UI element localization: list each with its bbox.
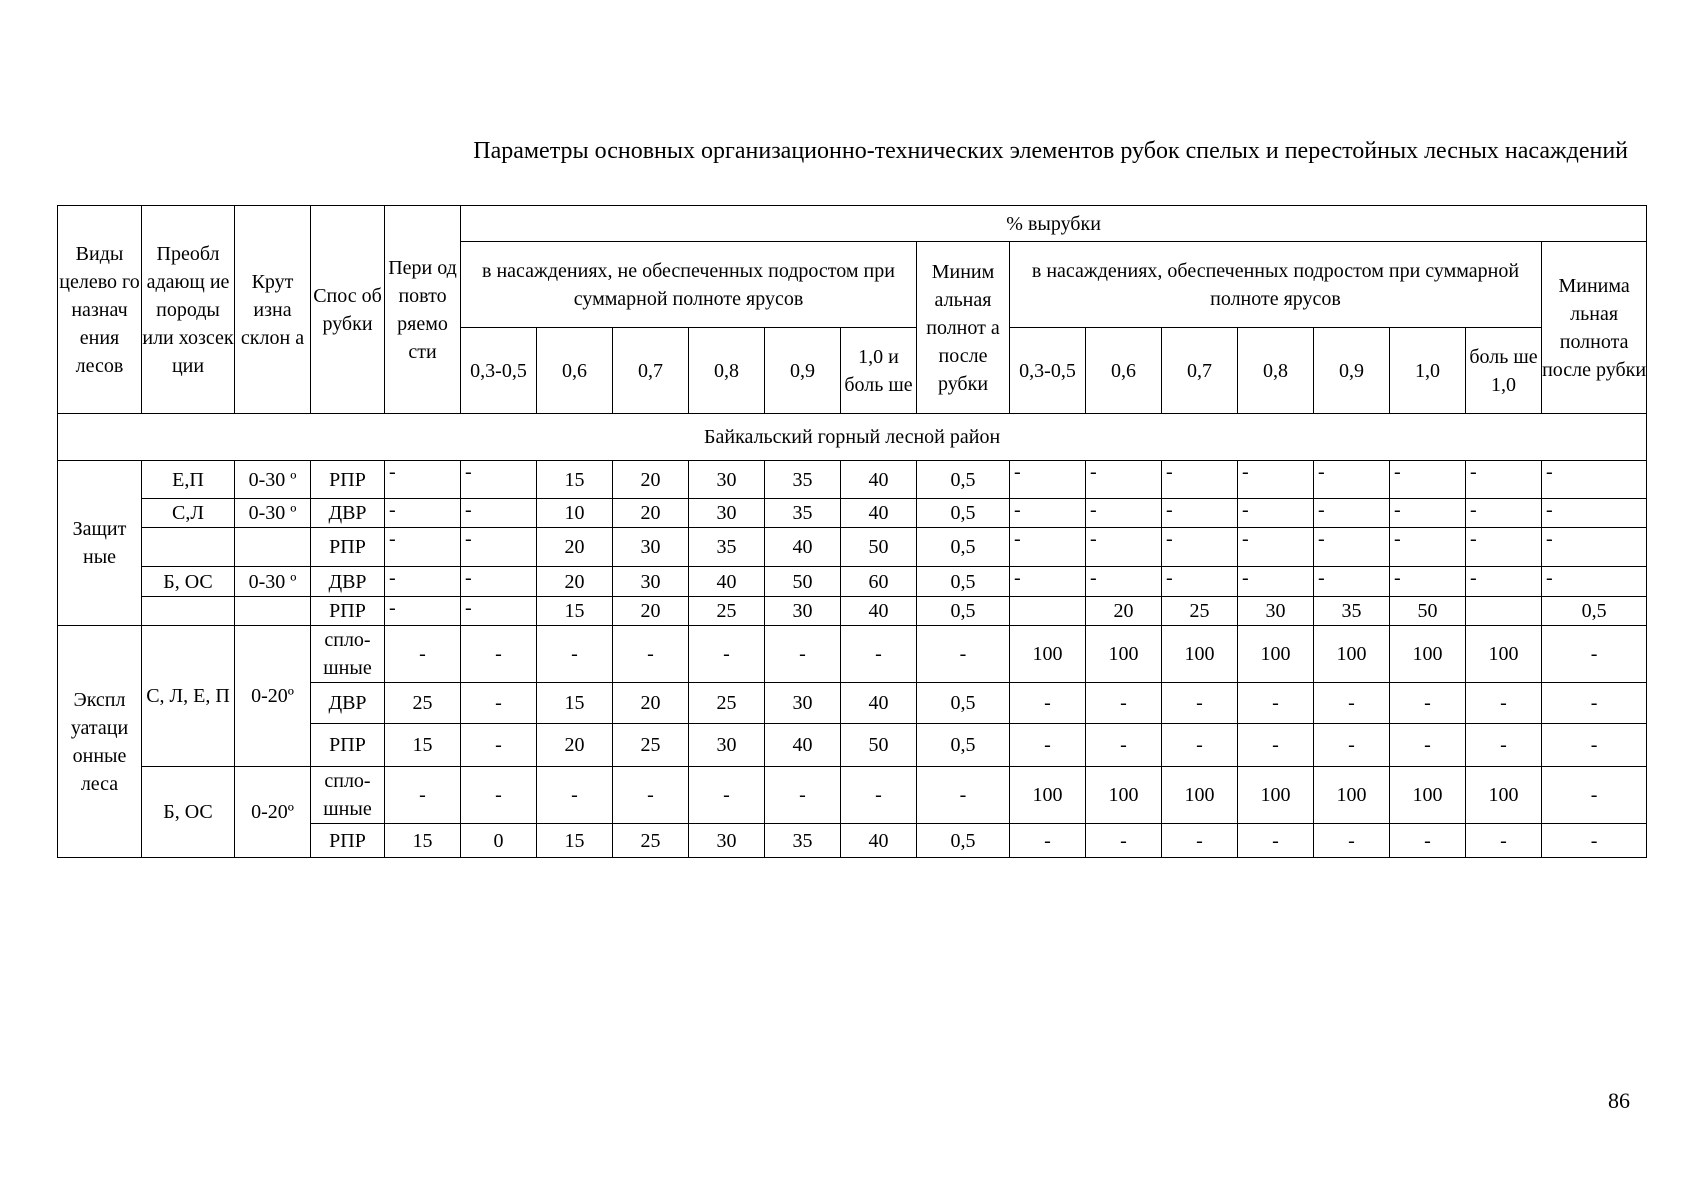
value-cell: - bbox=[1542, 461, 1647, 499]
value-cell: - bbox=[1390, 683, 1466, 724]
value-cell: - bbox=[1542, 528, 1647, 567]
value-cell: - bbox=[1086, 824, 1162, 858]
value-cell: - bbox=[1466, 724, 1542, 767]
value-cell: - bbox=[1086, 461, 1162, 499]
value-cell: 35 bbox=[765, 461, 841, 499]
value-cell: 0,5 bbox=[917, 597, 1010, 626]
value-cell: - bbox=[1390, 499, 1466, 528]
value-cell: 100 bbox=[1162, 626, 1238, 683]
table-row bbox=[58, 528, 1647, 567]
value-cell: 20 bbox=[613, 499, 689, 528]
value-cell: 15 bbox=[537, 597, 613, 626]
value-cell: - bbox=[1010, 567, 1086, 597]
header-forest-purpose: Виды целево го назнач ения лесов bbox=[58, 206, 142, 414]
value-cell: - bbox=[1390, 567, 1466, 597]
slope-cell: 0-20º bbox=[235, 626, 311, 767]
value-cell: - bbox=[1314, 683, 1390, 724]
value-cell: 50 bbox=[841, 528, 917, 567]
value-cell: 100 bbox=[1314, 626, 1390, 683]
value-cell: - bbox=[1010, 461, 1086, 499]
value-cell: 100 bbox=[1238, 626, 1314, 683]
value-cell: 30 bbox=[765, 597, 841, 626]
period-cell: - bbox=[385, 626, 461, 683]
species-cell: С,Л bbox=[142, 499, 235, 528]
value-cell: 0,5 bbox=[917, 724, 1010, 767]
value-cell: - bbox=[1314, 528, 1390, 567]
value-cell: - bbox=[1162, 724, 1238, 767]
value-cell: 30 bbox=[765, 683, 841, 724]
value-cell: 30 bbox=[689, 499, 765, 528]
table-row bbox=[58, 626, 1647, 683]
value-cell: 20 bbox=[613, 597, 689, 626]
table-row bbox=[58, 597, 1647, 626]
value-cell: - bbox=[1238, 824, 1314, 858]
period-cell: - bbox=[385, 567, 461, 597]
value-cell: - bbox=[1542, 724, 1647, 767]
purpose-exploitation: Экспл уатаци онные леса bbox=[58, 626, 142, 858]
value-cell: 40 bbox=[841, 824, 917, 858]
method-cell: ДВР bbox=[311, 499, 385, 528]
value-cell: - bbox=[1466, 528, 1542, 567]
value-cell: - bbox=[1542, 499, 1647, 528]
header-density: 0,6 bbox=[537, 328, 613, 414]
method-cell: РПР bbox=[311, 528, 385, 567]
value-cell: - bbox=[689, 767, 765, 824]
species-cell: С, Л, Е, П bbox=[142, 626, 235, 767]
value-cell: 100 bbox=[1238, 767, 1314, 824]
value-cell: - bbox=[537, 626, 613, 683]
value-cell: 15 bbox=[537, 824, 613, 858]
value-cell: - bbox=[461, 597, 537, 626]
value-cell: 40 bbox=[765, 528, 841, 567]
value-cell: 100 bbox=[1390, 767, 1466, 824]
period-cell: 15 bbox=[385, 824, 461, 858]
value-cell: - bbox=[461, 567, 537, 597]
period-cell: - bbox=[385, 528, 461, 567]
header-density: 1,0 bbox=[1390, 328, 1466, 414]
value-cell: 20 bbox=[1086, 597, 1162, 626]
value-cell: 30 bbox=[613, 528, 689, 567]
value-cell: 25 bbox=[613, 724, 689, 767]
header-slope: Крут изна склон а bbox=[235, 206, 311, 414]
value-cell: - bbox=[1238, 683, 1314, 724]
table-row bbox=[58, 499, 1647, 528]
value-cell: - bbox=[1238, 499, 1314, 528]
period-cell: 25 bbox=[385, 683, 461, 724]
value-cell: 20 bbox=[537, 724, 613, 767]
header-density: 0,3-0,5 bbox=[461, 328, 537, 414]
value-cell: 35 bbox=[765, 499, 841, 528]
value-cell: 0,5 bbox=[917, 461, 1010, 499]
value-cell: 30 bbox=[1238, 597, 1314, 626]
species-cell bbox=[142, 528, 235, 567]
value-cell: - bbox=[1086, 528, 1162, 567]
period-cell: - bbox=[385, 461, 461, 499]
value-cell: - bbox=[1086, 567, 1162, 597]
value-cell: - bbox=[1162, 461, 1238, 499]
header-density: 0,7 bbox=[1162, 328, 1238, 414]
species-cell: Е,П bbox=[142, 461, 235, 499]
value-cell: - bbox=[1466, 824, 1542, 858]
value-cell: - bbox=[1466, 567, 1542, 597]
period-cell: 15 bbox=[385, 724, 461, 767]
value-cell: 100 bbox=[1010, 767, 1086, 824]
value-cell: - bbox=[613, 626, 689, 683]
value-cell: 100 bbox=[1086, 767, 1162, 824]
value-cell: - bbox=[1238, 724, 1314, 767]
value-cell bbox=[1010, 597, 1086, 626]
value-cell: - bbox=[765, 626, 841, 683]
value-cell: - bbox=[1314, 724, 1390, 767]
table-row bbox=[58, 461, 1647, 499]
value-cell: - bbox=[1314, 824, 1390, 858]
value-cell: 50 bbox=[1390, 597, 1466, 626]
header-density: 0,9 bbox=[765, 328, 841, 414]
header-min-density-1: Миним альная полнот а после рубки bbox=[917, 242, 1010, 414]
table-row bbox=[58, 767, 1647, 824]
slope-cell bbox=[235, 528, 311, 567]
value-cell: 40 bbox=[841, 683, 917, 724]
header-density: 0,9 bbox=[1314, 328, 1390, 414]
value-cell: - bbox=[1390, 724, 1466, 767]
value-cell: - bbox=[1162, 528, 1238, 567]
value-cell: - bbox=[1390, 824, 1466, 858]
value-cell: 30 bbox=[613, 567, 689, 597]
value-cell: 20 bbox=[613, 683, 689, 724]
value-cell: - bbox=[613, 767, 689, 824]
value-cell: - bbox=[461, 461, 537, 499]
value-cell: 60 bbox=[841, 567, 917, 597]
value-cell: 0,5 bbox=[1542, 597, 1647, 626]
header-density: 0,8 bbox=[1238, 328, 1314, 414]
slope-cell: 0-30 º bbox=[235, 499, 311, 528]
document-title: Параметры основных организационно-технических элементов рубок спелых и перестойных лесных насаждений bbox=[473, 138, 1628, 164]
region-name: Байкальский горный лесной район bbox=[58, 414, 1647, 461]
value-cell: - bbox=[461, 724, 537, 767]
value-cell: 0,5 bbox=[917, 683, 1010, 724]
value-cell: - bbox=[461, 683, 537, 724]
slope-cell bbox=[235, 597, 311, 626]
value-cell: 100 bbox=[1086, 626, 1162, 683]
value-cell: - bbox=[1542, 626, 1647, 683]
value-cell: 25 bbox=[689, 683, 765, 724]
value-cell: 35 bbox=[1314, 597, 1390, 626]
value-cell: 50 bbox=[841, 724, 917, 767]
method-cell: ДВР bbox=[311, 567, 385, 597]
value-cell: - bbox=[841, 626, 917, 683]
value-cell: - bbox=[917, 767, 1010, 824]
value-cell: 40 bbox=[841, 461, 917, 499]
method-cell: спло- шные bbox=[311, 767, 385, 824]
value-cell: - bbox=[1010, 683, 1086, 724]
value-cell: 40 bbox=[841, 597, 917, 626]
value-cell: - bbox=[1010, 824, 1086, 858]
method-cell: РПР bbox=[311, 724, 385, 767]
value-cell: 0 bbox=[461, 824, 537, 858]
value-cell: 100 bbox=[1466, 626, 1542, 683]
value-cell: 35 bbox=[689, 528, 765, 567]
value-cell: 0,5 bbox=[917, 824, 1010, 858]
value-cell: - bbox=[461, 626, 537, 683]
period-cell: - bbox=[385, 597, 461, 626]
page-number: 86 bbox=[1608, 1088, 1630, 1113]
value-cell: - bbox=[461, 528, 537, 567]
header-row-1 bbox=[58, 206, 1647, 242]
value-cell: - bbox=[1086, 683, 1162, 724]
value-cell: 50 bbox=[765, 567, 841, 597]
value-cell: - bbox=[1162, 499, 1238, 528]
slope-cell: 0-20º bbox=[235, 767, 311, 858]
value-cell: 25 bbox=[689, 597, 765, 626]
header-min-density-2: Минима льная полнота после рубки bbox=[1542, 242, 1647, 414]
value-cell: - bbox=[1466, 683, 1542, 724]
value-cell: 35 bbox=[765, 824, 841, 858]
value-cell: - bbox=[1314, 499, 1390, 528]
value-cell: - bbox=[1086, 499, 1162, 528]
value-cell: - bbox=[1010, 724, 1086, 767]
value-cell: 15 bbox=[537, 461, 613, 499]
value-cell: 20 bbox=[537, 567, 613, 597]
value-cell: 25 bbox=[1162, 597, 1238, 626]
value-cell: - bbox=[1542, 767, 1647, 824]
value-cell: - bbox=[1238, 461, 1314, 499]
value-cell: 30 bbox=[689, 724, 765, 767]
value-cell: - bbox=[1390, 461, 1466, 499]
value-cell: 100 bbox=[1010, 626, 1086, 683]
header-felling-method: Спос об рубки bbox=[311, 206, 385, 414]
value-cell: 0,5 bbox=[917, 528, 1010, 567]
value-cell: 40 bbox=[689, 567, 765, 597]
value-cell: - bbox=[1238, 567, 1314, 597]
value-cell: 40 bbox=[765, 724, 841, 767]
value-cell: - bbox=[1162, 683, 1238, 724]
period-cell: - bbox=[385, 499, 461, 528]
value-cell: - bbox=[1542, 683, 1647, 724]
value-cell: - bbox=[1162, 567, 1238, 597]
value-cell: - bbox=[689, 626, 765, 683]
value-cell: - bbox=[461, 499, 537, 528]
value-cell: 20 bbox=[537, 528, 613, 567]
method-cell: спло- шные bbox=[311, 626, 385, 683]
value-cell: - bbox=[1314, 461, 1390, 499]
method-cell: ДВР bbox=[311, 683, 385, 724]
header-dominant-species: Преобл адающ ие породы или хозсек ции bbox=[142, 206, 235, 414]
species-cell: Б, ОС bbox=[142, 767, 235, 858]
species-cell bbox=[142, 597, 235, 626]
value-cell: - bbox=[1466, 499, 1542, 528]
value-cell: - bbox=[1010, 499, 1086, 528]
header-group-no-undergrowth: в насаждениях, не обеспеченных подростом при суммарной полноте ярусов bbox=[461, 242, 917, 328]
purpose-protective: Защит ные bbox=[58, 461, 142, 626]
value-cell: 30 bbox=[689, 824, 765, 858]
value-cell: - bbox=[1010, 528, 1086, 567]
header-density: боль ше 1,0 bbox=[1466, 328, 1542, 414]
value-cell: 15 bbox=[537, 683, 613, 724]
value-cell: - bbox=[1162, 824, 1238, 858]
slope-cell: 0-30 º bbox=[235, 461, 311, 499]
species-cell: Б, ОС bbox=[142, 567, 235, 597]
value-cell: 40 bbox=[841, 499, 917, 528]
value-cell: - bbox=[841, 767, 917, 824]
period-cell: - bbox=[385, 767, 461, 824]
value-cell: 100 bbox=[1162, 767, 1238, 824]
value-cell: - bbox=[1086, 724, 1162, 767]
value-cell: 100 bbox=[1390, 626, 1466, 683]
header-density: 0,3-0,5 bbox=[1010, 328, 1086, 414]
value-cell: - bbox=[1542, 824, 1647, 858]
value-cell: - bbox=[461, 767, 537, 824]
value-cell bbox=[1466, 597, 1542, 626]
value-cell: - bbox=[1390, 528, 1466, 567]
value-cell: 100 bbox=[1314, 767, 1390, 824]
header-density: 0,7 bbox=[613, 328, 689, 414]
header-repeat-period: Пери од повто ряемо сти bbox=[385, 206, 461, 414]
value-cell: 100 bbox=[1466, 767, 1542, 824]
header-group-with-undergrowth: в насаждениях, обеспеченных подростом при суммарной полноте ярусов bbox=[1010, 242, 1542, 328]
felling-parameters-table bbox=[57, 205, 1647, 858]
value-cell: 10 bbox=[537, 499, 613, 528]
slope-cell: 0-30 º bbox=[235, 567, 311, 597]
table-row bbox=[58, 567, 1647, 597]
region-row bbox=[58, 414, 1647, 461]
method-cell: РПР bbox=[311, 461, 385, 499]
value-cell: - bbox=[1466, 461, 1542, 499]
value-cell: 30 bbox=[689, 461, 765, 499]
method-cell: РПР bbox=[311, 597, 385, 626]
value-cell: 0,5 bbox=[917, 499, 1010, 528]
header-density: 1,0 и боль ше bbox=[841, 328, 917, 414]
header-density: 0,6 bbox=[1086, 328, 1162, 414]
header-density: 0,8 bbox=[689, 328, 765, 414]
header-cut-percent: % вырубки bbox=[461, 206, 1647, 242]
value-cell: 20 bbox=[613, 461, 689, 499]
value-cell: - bbox=[1542, 567, 1647, 597]
method-cell: РПР bbox=[311, 824, 385, 858]
value-cell: - bbox=[917, 626, 1010, 683]
value-cell: 0,5 bbox=[917, 567, 1010, 597]
value-cell: 25 bbox=[613, 824, 689, 858]
value-cell: - bbox=[1314, 567, 1390, 597]
value-cell: - bbox=[765, 767, 841, 824]
value-cell: - bbox=[537, 767, 613, 824]
value-cell: - bbox=[1238, 528, 1314, 567]
